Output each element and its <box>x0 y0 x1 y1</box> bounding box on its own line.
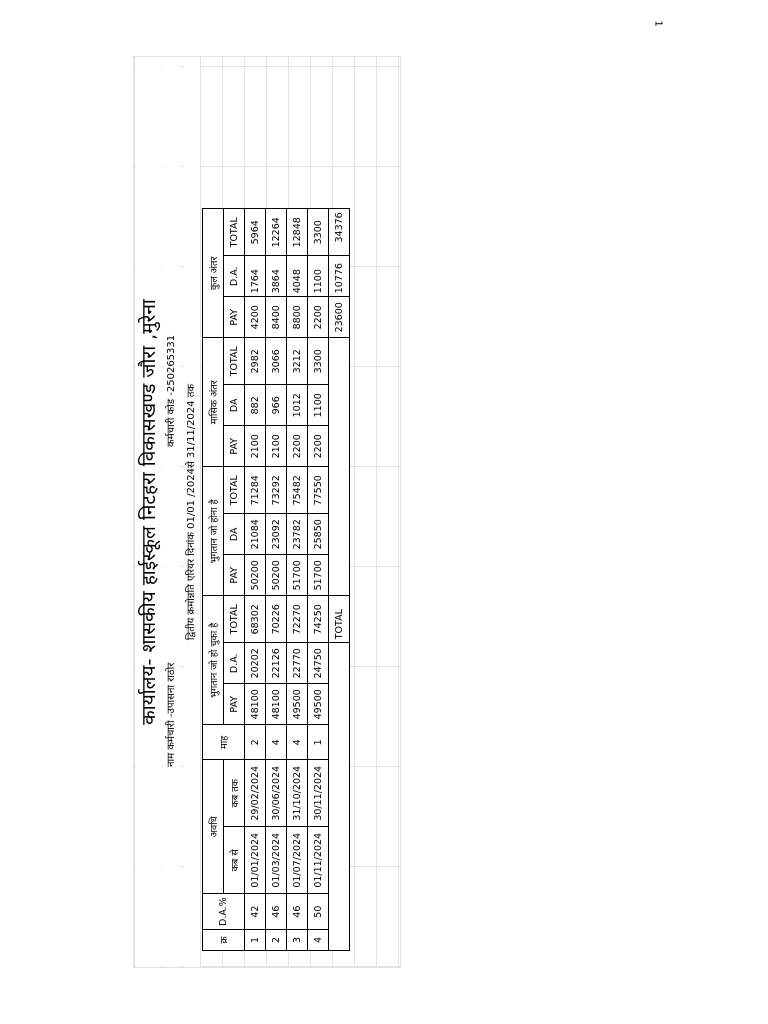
cell-sr: 3 <box>287 930 308 951</box>
totals-row <box>329 209 350 951</box>
cell-da-percent: 42 <box>245 894 266 930</box>
table-row <box>308 209 329 951</box>
cell-total-total: 3300 <box>308 209 329 256</box>
table-row <box>266 209 287 951</box>
cell-da-percent: 50 <box>308 894 329 930</box>
table-row <box>245 209 266 951</box>
totals-pay: 23600 <box>329 297 350 338</box>
header-paid: भुगतान जो हो चुका है <box>203 596 224 725</box>
header-total-diff: कुल अंतर <box>203 209 224 338</box>
header-paid-total: TOTAL <box>224 596 245 643</box>
cell-monthly-pay: 2100 <box>245 426 266 467</box>
cell-sr: 4 <box>308 930 329 951</box>
cell-total-da: 4048 <box>287 256 308 297</box>
cell-paid-total: 72270 <box>287 596 308 643</box>
cell-total-total: 5964 <box>245 209 266 256</box>
cell-from: 01/11/2024 <box>308 827 329 894</box>
office-title: कार्यालय- शासकीय हाईस्कूल निटहरा विकासखण्ड जौरा ,मुरेना <box>136 57 162 967</box>
cell-paid-total: 74250 <box>308 596 329 643</box>
cell-months: 1 <box>308 725 329 760</box>
cell-payable-pay: 51700 <box>287 555 308 596</box>
totals-spacer-2 <box>329 338 350 596</box>
cell-total-pay: 2200 <box>308 297 329 338</box>
cell-da-percent: 46 <box>287 894 308 930</box>
cell-payable-total: 71284 <box>245 467 266 514</box>
totals-spacer <box>329 643 350 951</box>
cell-to: 29/02/2024 <box>245 760 266 827</box>
header-total-pay: PAY <box>224 297 245 338</box>
cell-monthly-total: 3212 <box>287 338 308 385</box>
arrear-sheet <box>133 56 401 968</box>
cell-payable-pay: 51700 <box>308 555 329 596</box>
cell-monthly-da: 882 <box>245 385 266 426</box>
header-paid-da: D.A. <box>224 643 245 684</box>
header-monthly-total: TOTAL <box>224 338 245 385</box>
header-period: अवधि <box>203 760 224 894</box>
header-payable-pay: PAY <box>224 555 245 596</box>
cell-monthly-pay: 2200 <box>287 426 308 467</box>
cell-paid-pay: 49500 <box>287 684 308 725</box>
cell-from: 01/01/2024 <box>245 827 266 894</box>
cell-total-pay: 4200 <box>245 297 266 338</box>
cell-monthly-pay: 2200 <box>308 426 329 467</box>
header-monthly-da: DA <box>224 385 245 426</box>
cell-to: 30/11/2024 <box>308 760 329 827</box>
header-da-percent: D.A.% <box>203 894 245 930</box>
cell-da-percent: 46 <box>266 894 287 930</box>
cell-monthly-da: 966 <box>266 385 287 426</box>
cell-monthly-total: 3300 <box>308 338 329 385</box>
column-header-row <box>224 209 245 951</box>
employee-info-row <box>164 57 180 967</box>
cell-total-pay: 8800 <box>287 297 308 338</box>
cell-monthly-total: 2982 <box>245 338 266 385</box>
cell-sr: 2 <box>266 930 287 951</box>
cell-from: 01/07/2024 <box>287 827 308 894</box>
cell-payable-pay: 50200 <box>266 555 287 596</box>
cell-total-da: 1100 <box>308 256 329 297</box>
header-monthly-pay: PAY <box>224 426 245 467</box>
page-number: 1 <box>652 20 664 27</box>
cell-months: 4 <box>287 725 308 760</box>
header-payable-da: DA <box>224 514 245 555</box>
cell-months: 2 <box>245 725 266 760</box>
cell-total-total: 12848 <box>287 209 308 256</box>
cell-paid-pay: 48100 <box>245 684 266 725</box>
cell-payable-pay: 50200 <box>245 555 266 596</box>
cell-paid-da: 20202 <box>245 643 266 684</box>
cell-to: 30/06/2024 <box>266 760 287 827</box>
totals-label: TOTAL <box>329 596 350 643</box>
cell-payable-da: 23092 <box>266 514 287 555</box>
cell-total-pay: 8400 <box>266 297 287 338</box>
cell-paid-total: 68302 <box>245 596 266 643</box>
table-row <box>287 209 308 951</box>
arrear-period-title: द्वितीय क्रमोन्नति एरियर दिनांक 01/01 /2024से 31/11/2024 तक <box>184 57 200 967</box>
header-payable-total: TOTAL <box>224 467 245 514</box>
header-paid-pay: PAY <box>224 684 245 725</box>
cell-from: 01/03/2024 <box>266 827 287 894</box>
cell-total-da: 1764 <box>245 256 266 297</box>
cell-monthly-da: 1100 <box>308 385 329 426</box>
cell-paid-da: 22770 <box>287 643 308 684</box>
header-payable: भुगतान जो होना है <box>203 467 224 596</box>
cell-payable-total: 73292 <box>266 467 287 514</box>
cell-months: 4 <box>266 725 287 760</box>
arrear-table <box>202 208 350 951</box>
cell-monthly-da: 1012 <box>287 385 308 426</box>
header-total-da: D.A. <box>224 256 245 297</box>
cell-monthly-pay: 2100 <box>266 426 287 467</box>
cell-paid-da: 24750 <box>308 643 329 684</box>
header-total-total: TOTAL <box>224 209 245 256</box>
cell-paid-total: 70226 <box>266 596 287 643</box>
cell-paid-pay: 48100 <box>266 684 287 725</box>
cell-payable-da: 25850 <box>308 514 329 555</box>
cell-total-da: 3864 <box>266 256 287 297</box>
group-header-row <box>203 209 224 951</box>
cell-payable-da: 21084 <box>245 514 266 555</box>
totals-da: 10776 <box>329 256 350 297</box>
cell-monthly-total: 3066 <box>266 338 287 385</box>
cell-paid-da: 22126 <box>266 643 287 684</box>
cell-to: 31/10/2024 <box>287 760 308 827</box>
header-monthly-diff: मासिक अंतर <box>203 338 224 467</box>
employee-name: नाम कर्मचारी -उपासना राठोर <box>166 662 177 767</box>
header-months: माह <box>203 725 245 760</box>
totals-grand-total: 34376 <box>329 209 350 256</box>
header-from: कब से <box>224 827 245 894</box>
employee-code: कर्मचारी कोड -250265331 <box>166 334 177 447</box>
cell-total-total: 12264 <box>266 209 287 256</box>
cell-payable-total: 77550 <box>308 467 329 514</box>
cell-payable-total: 75482 <box>287 467 308 514</box>
cell-sr: 1 <box>245 930 266 951</box>
header-to: कब तक <box>224 760 245 827</box>
cell-paid-pay: 49500 <box>308 684 329 725</box>
header-sr: क्र <box>203 930 245 951</box>
cell-payable-da: 23782 <box>287 514 308 555</box>
